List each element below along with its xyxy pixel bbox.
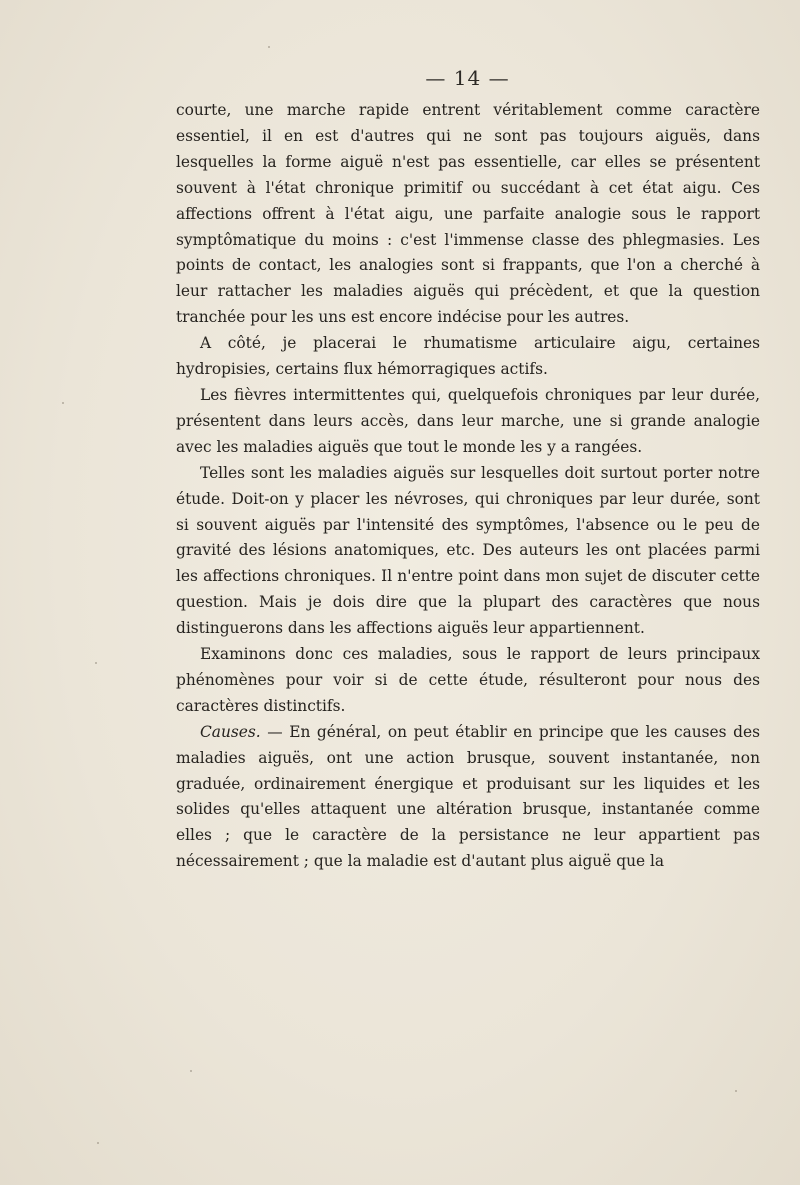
- paragraph-2: A côté, je placerai le rhumatisme articulaire aigu, certaines hydropisies, certains flux hémorragiques actifs.: [176, 334, 760, 379]
- paragraph-4: Telles sont les maladies aiguës sur lesquelles doit surtout porter notre étude. Doit-on y placer les névroses, qui chroniques par leur durée, sont si souvent aiguës par l'intensité des symptômes, l'absence ou le peu de gravité des lésions anatomiques, etc. Des auteurs les ont placées parmi les affections chroniques. Il n'entre point dans mon sujet de discuter cette question. Mais je dois dire que la plupart des caractères que nous distinguerons dans les affections aiguës leur appartiennent.: [176, 463, 760, 638]
- paragraph-5: Examinons donc ces maladies, sous le rapport de leurs principaux phénomènes pour voir si de cette étude, résulteront pour nous des caractères distinctifs.: [176, 645, 760, 715]
- paper-speck: [190, 1070, 192, 1072]
- paper-speck: [95, 662, 97, 664]
- body-text: [176, 98, 760, 875]
- paper-speck: [62, 402, 64, 404]
- paragraph-6: [176, 720, 760, 875]
- section-lead-causes: Causes.: [200, 722, 261, 741]
- paragraph-1: courte, une marche rapide entrent véritablement comme caractère essentiel, il en est d'autres qui ne sont pas toujours aiguës, dans lesquelles la forme aiguë n'est pas essentielle, car elles se présentent souvent à l'état chronique primitif ou succédant à cet état aigu. Ces affections offrent à l'état aigu, une parfaite analogie sous le rapport symptômatique du moins : c'est l'immense classe des phlegmasies. Les points de contact, les analogies sont si frappants, que l'on a cherché à leur rattacher les maladies aiguës qui précèdent, et que la question tranchée pour les uns est encore indécise pour les autres.: [176, 101, 760, 327]
- paper-speck: [735, 1090, 737, 1092]
- paragraph-3: Les fièvres intermittentes qui, quelquefois chroniques par leur durée, présentent dans leurs accès, dans leur marche, une si grande analogie avec les maladies aiguës que tout le monde les y a rangées.: [176, 385, 760, 456]
- paper-speck: [97, 1142, 99, 1144]
- paragraph-6-text: — En général, on peut établir en principe que les causes des maladies aiguës, ont une action brusque, souvent instantanée, non graduée, ordinairement énergique et produisant sur les liquides et les solides qu'elles attaquent une altération brusque, instantanée comme elles ; que le caractère de la persistance ne leur appartient pas nécessairement ; que la maladie est d'autant plus aiguë que la: [176, 722, 760, 871]
- page-number: — 14 —: [425, 66, 510, 90]
- paper-speck: [268, 46, 270, 48]
